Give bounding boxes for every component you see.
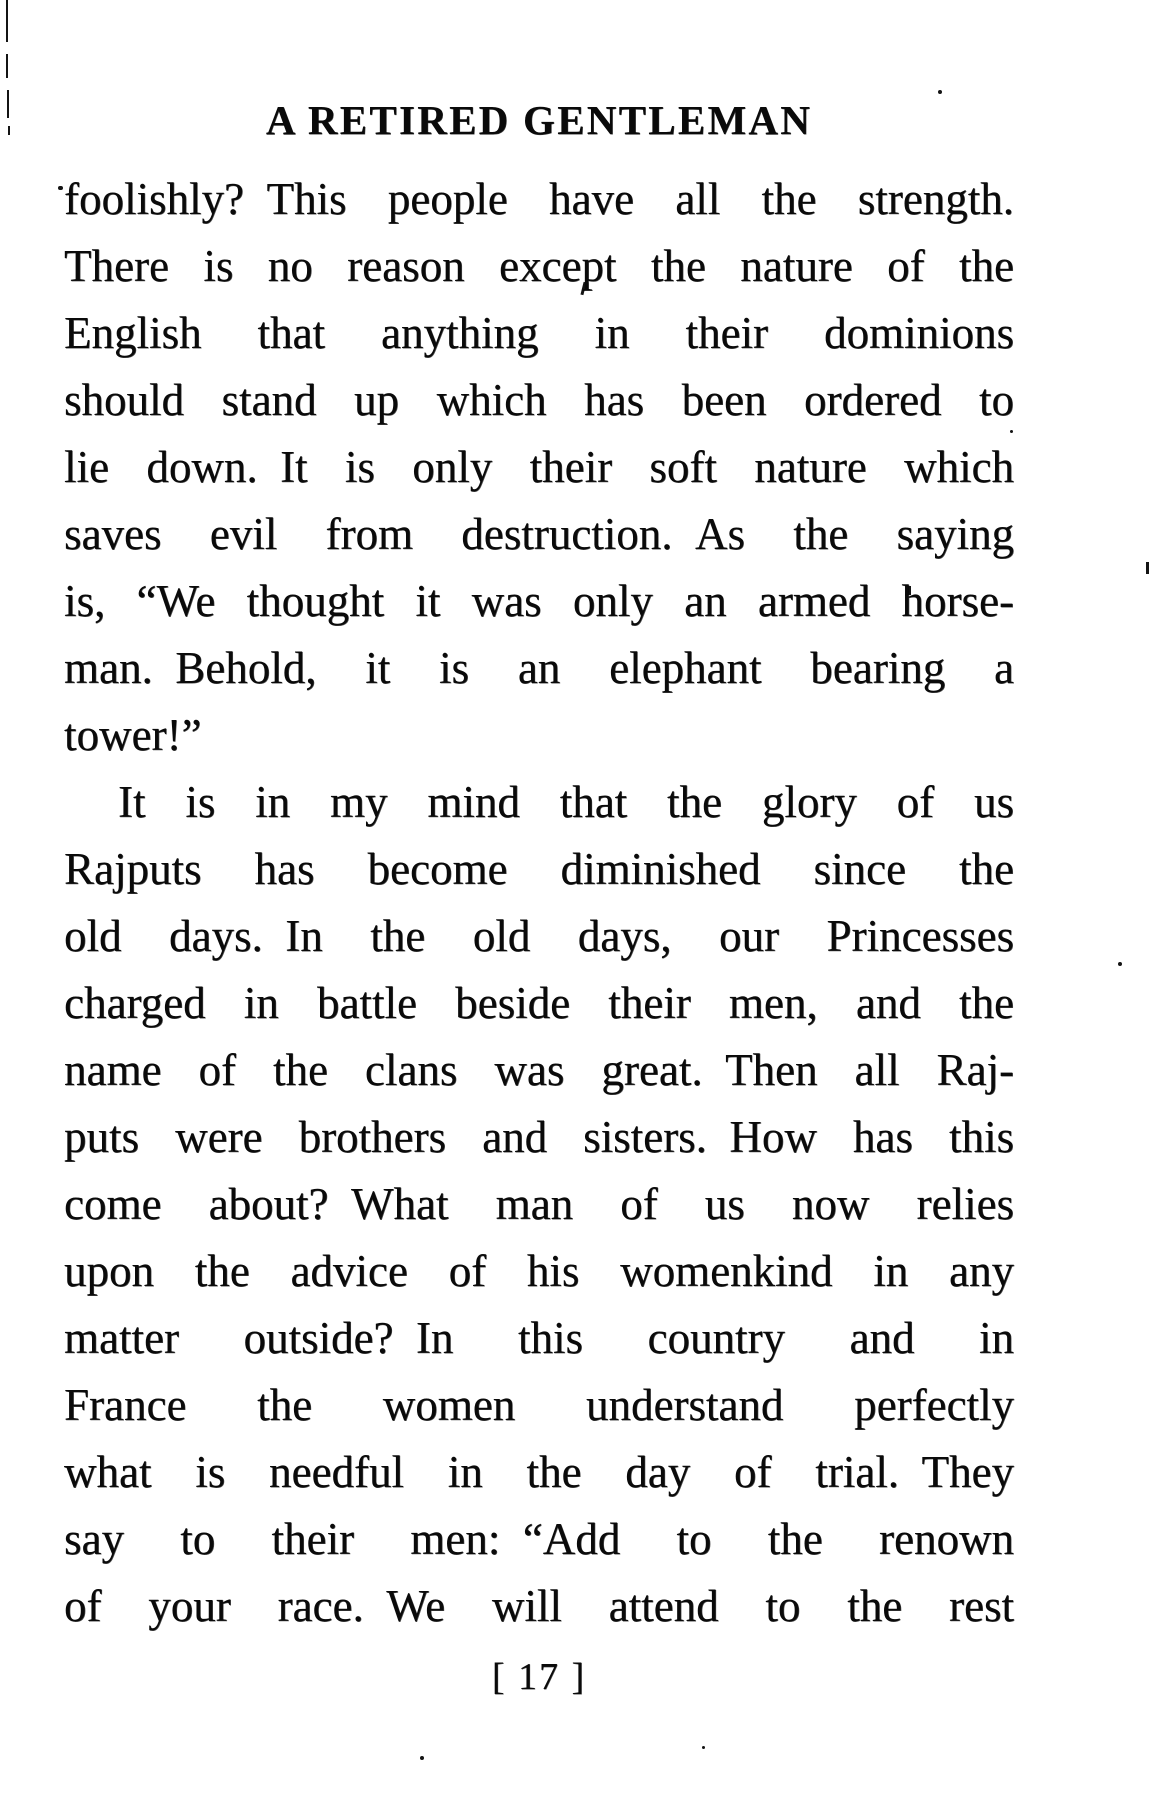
text-line: is, “We thought it was only an armed horse- — [64, 576, 1014, 626]
text-line: upon the advice of his womenkind in any — [64, 1246, 1014, 1296]
text-line: English that anything in their dominions — [64, 308, 1014, 358]
scan-speck — [1118, 962, 1122, 966]
running-header: A RETIRED GENTLEMAN — [265, 97, 813, 143]
scan-artifact-margin-line — [6, 54, 8, 78]
text-line: name of the clans was great. Then all Raj- — [64, 1045, 1014, 1095]
text-line: old days. In the old days, our Princesses — [64, 911, 1014, 961]
page-number: [ 17 ] — [491, 1656, 587, 1698]
text-line: what is needful in the day of trial. They — [64, 1447, 1014, 1497]
scan-speck — [938, 90, 942, 94]
scan-artifact-margin-line — [6, 0, 8, 42]
text-line: say to their men: “Add to the renown — [64, 1514, 1014, 1564]
text-line: should stand up which has been ordered to — [64, 375, 1014, 425]
text-line: man. Behold, it is an elephant bearing a — [64, 643, 1014, 693]
text-line: It is in my mind that the glory of us — [118, 777, 1014, 827]
page-body — [64, 166, 1014, 1640]
text-line: lie down. It is only their soft nature which — [64, 442, 1014, 492]
text-line: of your race. We will attend to the rest — [64, 1581, 1014, 1631]
scan-speck — [702, 1746, 705, 1749]
scan-speck — [420, 1756, 424, 1760]
scan-artifact-margin-line — [7, 90, 9, 118]
text-line: come about? What man of us now relies — [64, 1179, 1014, 1229]
text-line: France the women understand perfectly — [64, 1380, 1014, 1430]
text-line: Rajputs has become diminished since the — [64, 844, 1014, 894]
text-line: foolishly? This people have all the strength. — [64, 174, 1014, 224]
text-line: charged in battle beside their men, and the — [64, 978, 1014, 1028]
text-line: puts were brothers and sisters. How has this — [64, 1112, 1014, 1162]
scan-speck — [1146, 562, 1149, 574]
text-line: There is no reason except the nature of the — [64, 241, 1014, 291]
text-line: matter outside? In this country and in — [64, 1313, 1014, 1363]
scan-speck — [58, 186, 63, 190]
text-line: saves evil from destruction. As the saying — [64, 509, 1014, 559]
scan-artifact-margin-line — [8, 126, 10, 135]
text-line: tower!” — [64, 710, 202, 760]
